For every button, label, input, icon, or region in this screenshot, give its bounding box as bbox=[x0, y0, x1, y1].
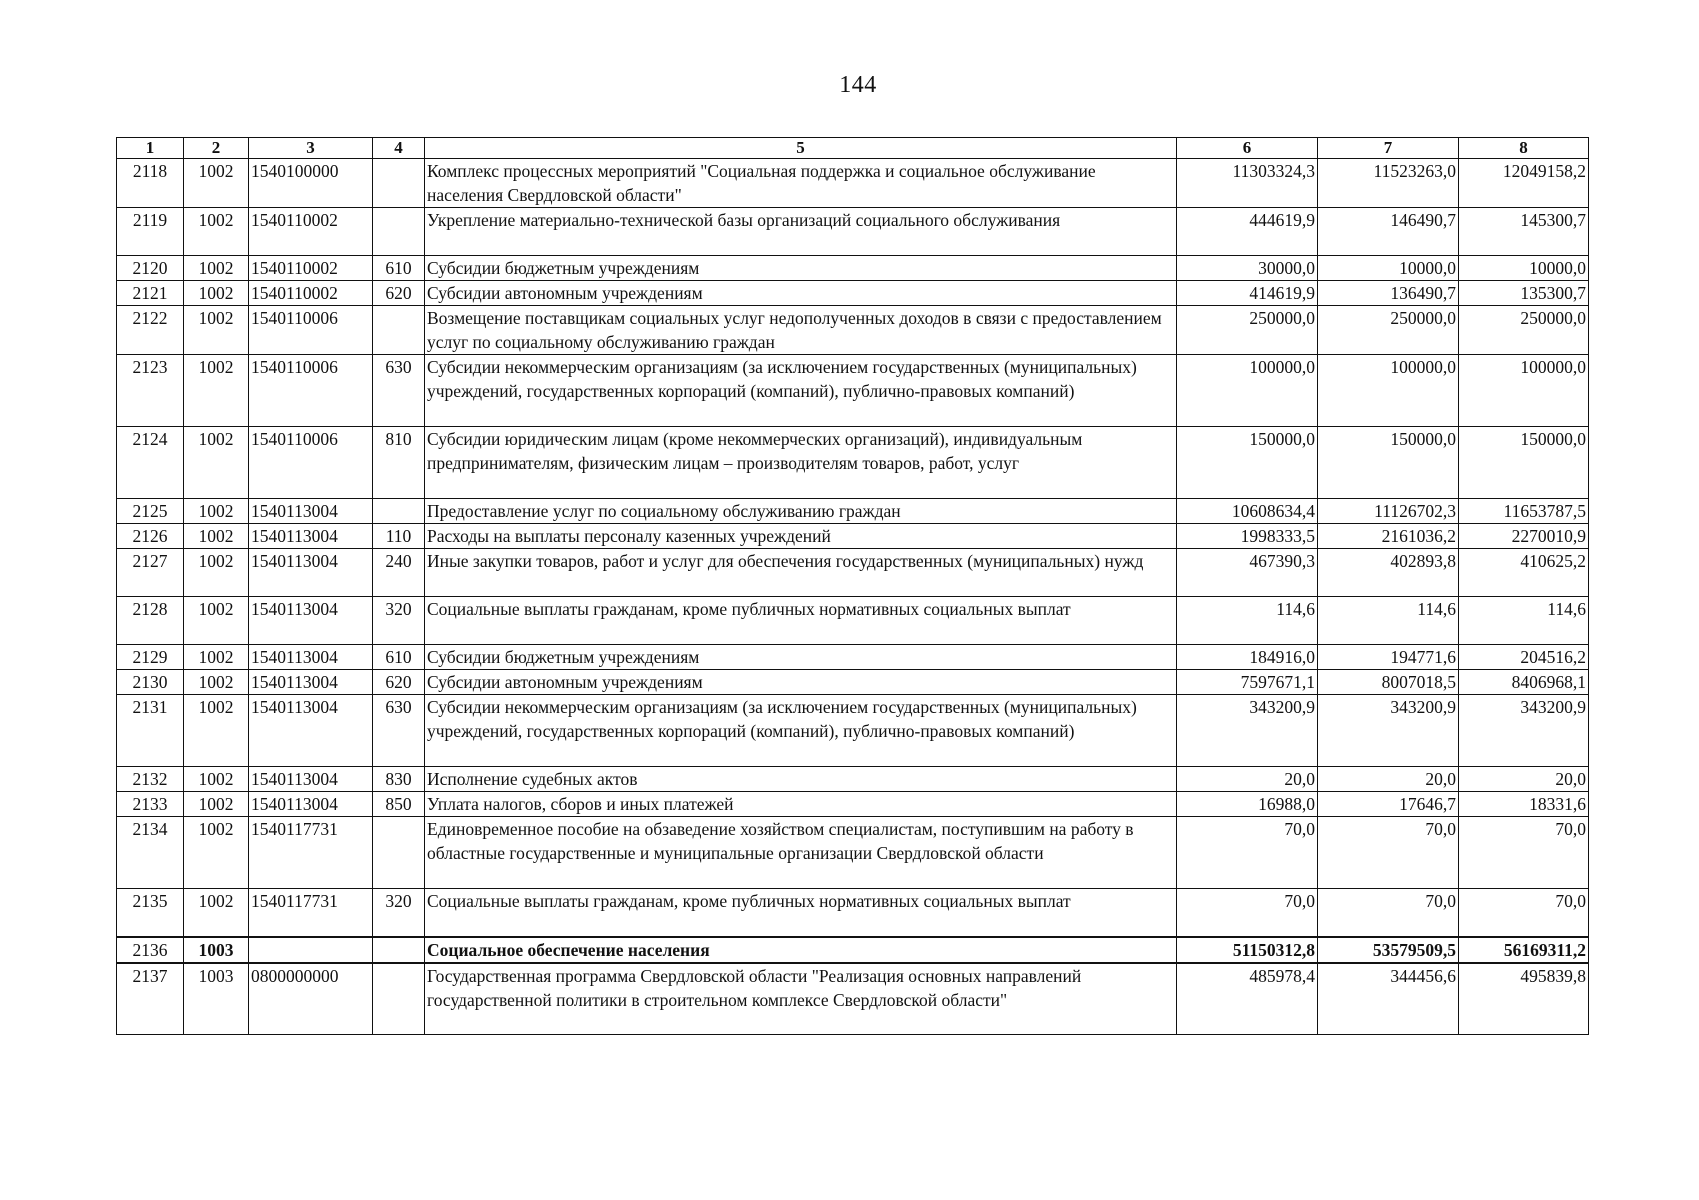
section-code: 1002 bbox=[184, 889, 249, 937]
target-article-code: 1540117731 bbox=[249, 817, 373, 889]
row-number: 2126 bbox=[117, 524, 184, 549]
header-cell-2: 2 bbox=[184, 138, 249, 159]
section-code: 1002 bbox=[184, 597, 249, 645]
table-row bbox=[117, 427, 1589, 499]
amount-col7: 11523263,0 bbox=[1318, 159, 1459, 208]
target-article-code: 1540113004 bbox=[249, 549, 373, 597]
section-code: 1002 bbox=[184, 427, 249, 499]
section-code: 1002 bbox=[184, 524, 249, 549]
item-name: Комплекс процессных мероприятий "Социальная поддержка и социальное обслуживание населения Свердловской области" bbox=[425, 159, 1177, 208]
table-row bbox=[117, 889, 1589, 937]
section-code: 1003 bbox=[184, 937, 249, 963]
section-code: 1002 bbox=[184, 645, 249, 670]
item-name: Социальные выплаты гражданам, кроме публичных нормативных социальных выплат bbox=[425, 889, 1177, 937]
section-code: 1002 bbox=[184, 767, 249, 792]
expense-type-code bbox=[373, 208, 425, 256]
section-code: 1002 bbox=[184, 355, 249, 427]
amount-col6: 444619,9 bbox=[1177, 208, 1318, 256]
target-article-code: 1540100000 bbox=[249, 159, 373, 208]
expense-type-code: 810 bbox=[373, 427, 425, 499]
table-row bbox=[117, 499, 1589, 524]
page-number: 144 bbox=[839, 72, 877, 98]
amount-col8: 495839,8 bbox=[1459, 963, 1589, 1035]
target-article-code: 1540113004 bbox=[249, 767, 373, 792]
amount-col7: 70,0 bbox=[1318, 817, 1459, 889]
expense-type-code bbox=[373, 499, 425, 524]
target-article-code: 1540117731 bbox=[249, 889, 373, 937]
table-row bbox=[117, 645, 1589, 670]
expense-type-code: 830 bbox=[373, 767, 425, 792]
section-code: 1002 bbox=[184, 792, 249, 817]
amount-col7: 343200,9 bbox=[1318, 695, 1459, 767]
expense-type-code: 610 bbox=[373, 256, 425, 281]
table-row bbox=[117, 695, 1589, 767]
amount-col6: 114,6 bbox=[1177, 597, 1318, 645]
header-cell-7: 7 bbox=[1318, 138, 1459, 159]
amount-col8: 100000,0 bbox=[1459, 355, 1589, 427]
item-name: Социальные выплаты гражданам, кроме публичных нормативных социальных выплат bbox=[425, 597, 1177, 645]
amount-col6: 343200,9 bbox=[1177, 695, 1318, 767]
amount-col8: 145300,7 bbox=[1459, 208, 1589, 256]
section-code: 1002 bbox=[184, 306, 249, 355]
row-number: 2125 bbox=[117, 499, 184, 524]
row-number: 2129 bbox=[117, 645, 184, 670]
amount-col6: 485978,4 bbox=[1177, 963, 1318, 1035]
amount-col7: 344456,6 bbox=[1318, 963, 1459, 1035]
target-article-code: 1540113004 bbox=[249, 792, 373, 817]
amount-col6: 150000,0 bbox=[1177, 427, 1318, 499]
expense-type-code bbox=[373, 817, 425, 889]
amount-col7: 100000,0 bbox=[1318, 355, 1459, 427]
expense-type-code bbox=[373, 963, 425, 1035]
amount-col8: 343200,9 bbox=[1459, 695, 1589, 767]
row-number: 2120 bbox=[117, 256, 184, 281]
expense-type-code: 240 bbox=[373, 549, 425, 597]
target-article-code: 1540110006 bbox=[249, 427, 373, 499]
amount-col8: 250000,0 bbox=[1459, 306, 1589, 355]
amount-col8: 204516,2 bbox=[1459, 645, 1589, 670]
amount-col8: 70,0 bbox=[1459, 817, 1589, 889]
amount-col6: 414619,9 bbox=[1177, 281, 1318, 306]
amount-col6: 10608634,4 bbox=[1177, 499, 1318, 524]
table-row bbox=[117, 159, 1589, 208]
item-name: Уплата налогов, сборов и иных платежей bbox=[425, 792, 1177, 817]
amount-col6: 70,0 bbox=[1177, 889, 1318, 937]
target-article-code: 1540113004 bbox=[249, 645, 373, 670]
amount-col8: 150000,0 bbox=[1459, 427, 1589, 499]
row-number: 2118 bbox=[117, 159, 184, 208]
expense-type-code: 630 bbox=[373, 355, 425, 427]
amount-col6: 30000,0 bbox=[1177, 256, 1318, 281]
table-row bbox=[117, 355, 1589, 427]
row-number: 2137 bbox=[117, 963, 184, 1035]
amount-col6: 250000,0 bbox=[1177, 306, 1318, 355]
item-name: Субсидии бюджетным учреждениям bbox=[425, 256, 1177, 281]
amount-col7: 136490,7 bbox=[1318, 281, 1459, 306]
row-number: 2124 bbox=[117, 427, 184, 499]
row-number: 2127 bbox=[117, 549, 184, 597]
budget-table bbox=[116, 137, 1589, 1035]
header-row bbox=[117, 138, 1589, 159]
item-name: Государственная программа Свердловской области "Реализация основных направлений государственной политики в строительном комплексе Свердловской области" bbox=[425, 963, 1177, 1035]
target-article-code: 0800000000 bbox=[249, 963, 373, 1035]
target-article-code: 1540113004 bbox=[249, 670, 373, 695]
table-row bbox=[117, 256, 1589, 281]
table-row bbox=[117, 208, 1589, 256]
item-name: Субсидии автономным учреждениям bbox=[425, 281, 1177, 306]
section-code: 1002 bbox=[184, 208, 249, 256]
amount-col7: 11126702,3 bbox=[1318, 499, 1459, 524]
table-header bbox=[117, 138, 1589, 159]
amount-col7: 10000,0 bbox=[1318, 256, 1459, 281]
expense-type-code: 850 bbox=[373, 792, 425, 817]
row-number: 2131 bbox=[117, 695, 184, 767]
item-name: Иные закупки товаров, работ и услуг для обеспечения государственных (муниципальных) нужд bbox=[425, 549, 1177, 597]
item-name: Исполнение судебных актов bbox=[425, 767, 1177, 792]
section-code: 1002 bbox=[184, 670, 249, 695]
table-row bbox=[117, 817, 1589, 889]
expense-type-code: 610 bbox=[373, 645, 425, 670]
amount-col7: 114,6 bbox=[1318, 597, 1459, 645]
amount-col7: 70,0 bbox=[1318, 889, 1459, 937]
table-row bbox=[117, 670, 1589, 695]
amount-col8: 18331,6 bbox=[1459, 792, 1589, 817]
table-row bbox=[117, 963, 1589, 1035]
amount-col8: 114,6 bbox=[1459, 597, 1589, 645]
amount-col8: 2270010,9 bbox=[1459, 524, 1589, 549]
amount-col7: 250000,0 bbox=[1318, 306, 1459, 355]
row-number: 2122 bbox=[117, 306, 184, 355]
amount-col8: 10000,0 bbox=[1459, 256, 1589, 281]
amount-col6: 7597671,1 bbox=[1177, 670, 1318, 695]
row-number: 2123 bbox=[117, 355, 184, 427]
row-number: 2119 bbox=[117, 208, 184, 256]
row-number: 2130 bbox=[117, 670, 184, 695]
row-number: 2135 bbox=[117, 889, 184, 937]
expense-type-code: 110 bbox=[373, 524, 425, 549]
target-article-code bbox=[249, 937, 373, 963]
section-code: 1002 bbox=[184, 499, 249, 524]
target-article-code: 1540113004 bbox=[249, 499, 373, 524]
target-article-code: 1540110002 bbox=[249, 208, 373, 256]
expense-type-code: 620 bbox=[373, 670, 425, 695]
expense-type-code: 320 bbox=[373, 597, 425, 645]
item-name: Субсидии юридическим лицам (кроме некоммерческих организаций), индивидуальным предпринимателям, физическим лицам – производителям товаров, работ, услуг bbox=[425, 427, 1177, 499]
item-name: Субсидии автономным учреждениям bbox=[425, 670, 1177, 695]
amount-col6: 51150312,8 bbox=[1177, 937, 1318, 963]
header-cell-3: 3 bbox=[249, 138, 373, 159]
amount-col6: 16988,0 bbox=[1177, 792, 1318, 817]
amount-col7: 402893,8 bbox=[1318, 549, 1459, 597]
amount-col8: 8406968,1 bbox=[1459, 670, 1589, 695]
section-code: 1002 bbox=[184, 549, 249, 597]
expense-type-code: 620 bbox=[373, 281, 425, 306]
expense-type-code: 320 bbox=[373, 889, 425, 937]
amount-col8: 56169311,2 bbox=[1459, 937, 1589, 963]
row-number: 2133 bbox=[117, 792, 184, 817]
amount-col8: 410625,2 bbox=[1459, 549, 1589, 597]
target-article-code: 1540110006 bbox=[249, 355, 373, 427]
amount-col8: 12049158,2 bbox=[1459, 159, 1589, 208]
section-code: 1002 bbox=[184, 817, 249, 889]
amount-col6: 20,0 bbox=[1177, 767, 1318, 792]
expense-type-code: 630 bbox=[373, 695, 425, 767]
target-article-code: 1540110002 bbox=[249, 281, 373, 306]
table-row bbox=[117, 281, 1589, 306]
amount-col7: 20,0 bbox=[1318, 767, 1459, 792]
table-row bbox=[117, 306, 1589, 355]
target-article-code: 1540110002 bbox=[249, 256, 373, 281]
item-name: Возмещение поставщикам социальных услуг недополученных доходов в связи с предоставлением услуг по социальному обслуживанию граждан bbox=[425, 306, 1177, 355]
target-article-code: 1540113004 bbox=[249, 524, 373, 549]
header-cell-6: 6 bbox=[1177, 138, 1318, 159]
item-name: Единовременное пособие на обзаведение хозяйством специалистам, поступившим на работу в областные государственные и муниципальные организации Свердловской области bbox=[425, 817, 1177, 889]
section-code: 1002 bbox=[184, 256, 249, 281]
expense-type-code bbox=[373, 159, 425, 208]
item-name: Субсидии бюджетным учреждениям bbox=[425, 645, 1177, 670]
table-body bbox=[117, 159, 1589, 1035]
target-article-code: 1540113004 bbox=[249, 695, 373, 767]
section-code: 1002 bbox=[184, 159, 249, 208]
table-row bbox=[117, 767, 1589, 792]
amount-col7: 53579509,5 bbox=[1318, 937, 1459, 963]
item-name: Предоставление услуг по социальному обслуживанию граждан bbox=[425, 499, 1177, 524]
table-row bbox=[117, 549, 1589, 597]
row-number: 2132 bbox=[117, 767, 184, 792]
amount-col6: 70,0 bbox=[1177, 817, 1318, 889]
amount-col8: 11653787,5 bbox=[1459, 499, 1589, 524]
amount-col8: 135300,7 bbox=[1459, 281, 1589, 306]
amount-col7: 8007018,5 bbox=[1318, 670, 1459, 695]
amount-col7: 150000,0 bbox=[1318, 427, 1459, 499]
amount-col7: 17646,7 bbox=[1318, 792, 1459, 817]
row-number: 2134 bbox=[117, 817, 184, 889]
amount-col7: 194771,6 bbox=[1318, 645, 1459, 670]
expense-type-code bbox=[373, 306, 425, 355]
amount-col8: 20,0 bbox=[1459, 767, 1589, 792]
header-cell-1: 1 bbox=[117, 138, 184, 159]
item-name: Расходы на выплаты персоналу казенных учреждений bbox=[425, 524, 1177, 549]
amount-col6: 11303324,3 bbox=[1177, 159, 1318, 208]
item-name: Укрепление материально-технической базы организаций социального обслуживания bbox=[425, 208, 1177, 256]
table-row bbox=[117, 792, 1589, 817]
row-number: 2128 bbox=[117, 597, 184, 645]
target-article-code: 1540113004 bbox=[249, 597, 373, 645]
header-cell-4: 4 bbox=[373, 138, 425, 159]
row-number: 2121 bbox=[117, 281, 184, 306]
table-row bbox=[117, 524, 1589, 549]
amount-col6: 100000,0 bbox=[1177, 355, 1318, 427]
item-name: Субсидии некоммерческим организациям (за исключением государственных (муниципальных) учреждений, государственных корпораций (компаний), публично-правовых компаний) bbox=[425, 355, 1177, 427]
amount-col7: 2161036,2 bbox=[1318, 524, 1459, 549]
table-row bbox=[117, 937, 1589, 963]
section-code: 1003 bbox=[184, 963, 249, 1035]
header-cell-5: 5 bbox=[425, 138, 1177, 159]
amount-col6: 467390,3 bbox=[1177, 549, 1318, 597]
table-row bbox=[117, 597, 1589, 645]
row-number: 2136 bbox=[117, 937, 184, 963]
item-name: Социальное обеспечение населения bbox=[425, 937, 1177, 963]
amount-col6: 1998333,5 bbox=[1177, 524, 1318, 549]
target-article-code: 1540110006 bbox=[249, 306, 373, 355]
expense-type-code bbox=[373, 937, 425, 963]
amount-col8: 70,0 bbox=[1459, 889, 1589, 937]
amount-col6: 184916,0 bbox=[1177, 645, 1318, 670]
amount-col7: 146490,7 bbox=[1318, 208, 1459, 256]
item-name: Субсидии некоммерческим организациям (за исключением государственных (муниципальных) учреждений, государственных корпораций (компаний), публично-правовых компаний) bbox=[425, 695, 1177, 767]
header-cell-8: 8 bbox=[1459, 138, 1589, 159]
section-code: 1002 bbox=[184, 281, 249, 306]
section-code: 1002 bbox=[184, 695, 249, 767]
